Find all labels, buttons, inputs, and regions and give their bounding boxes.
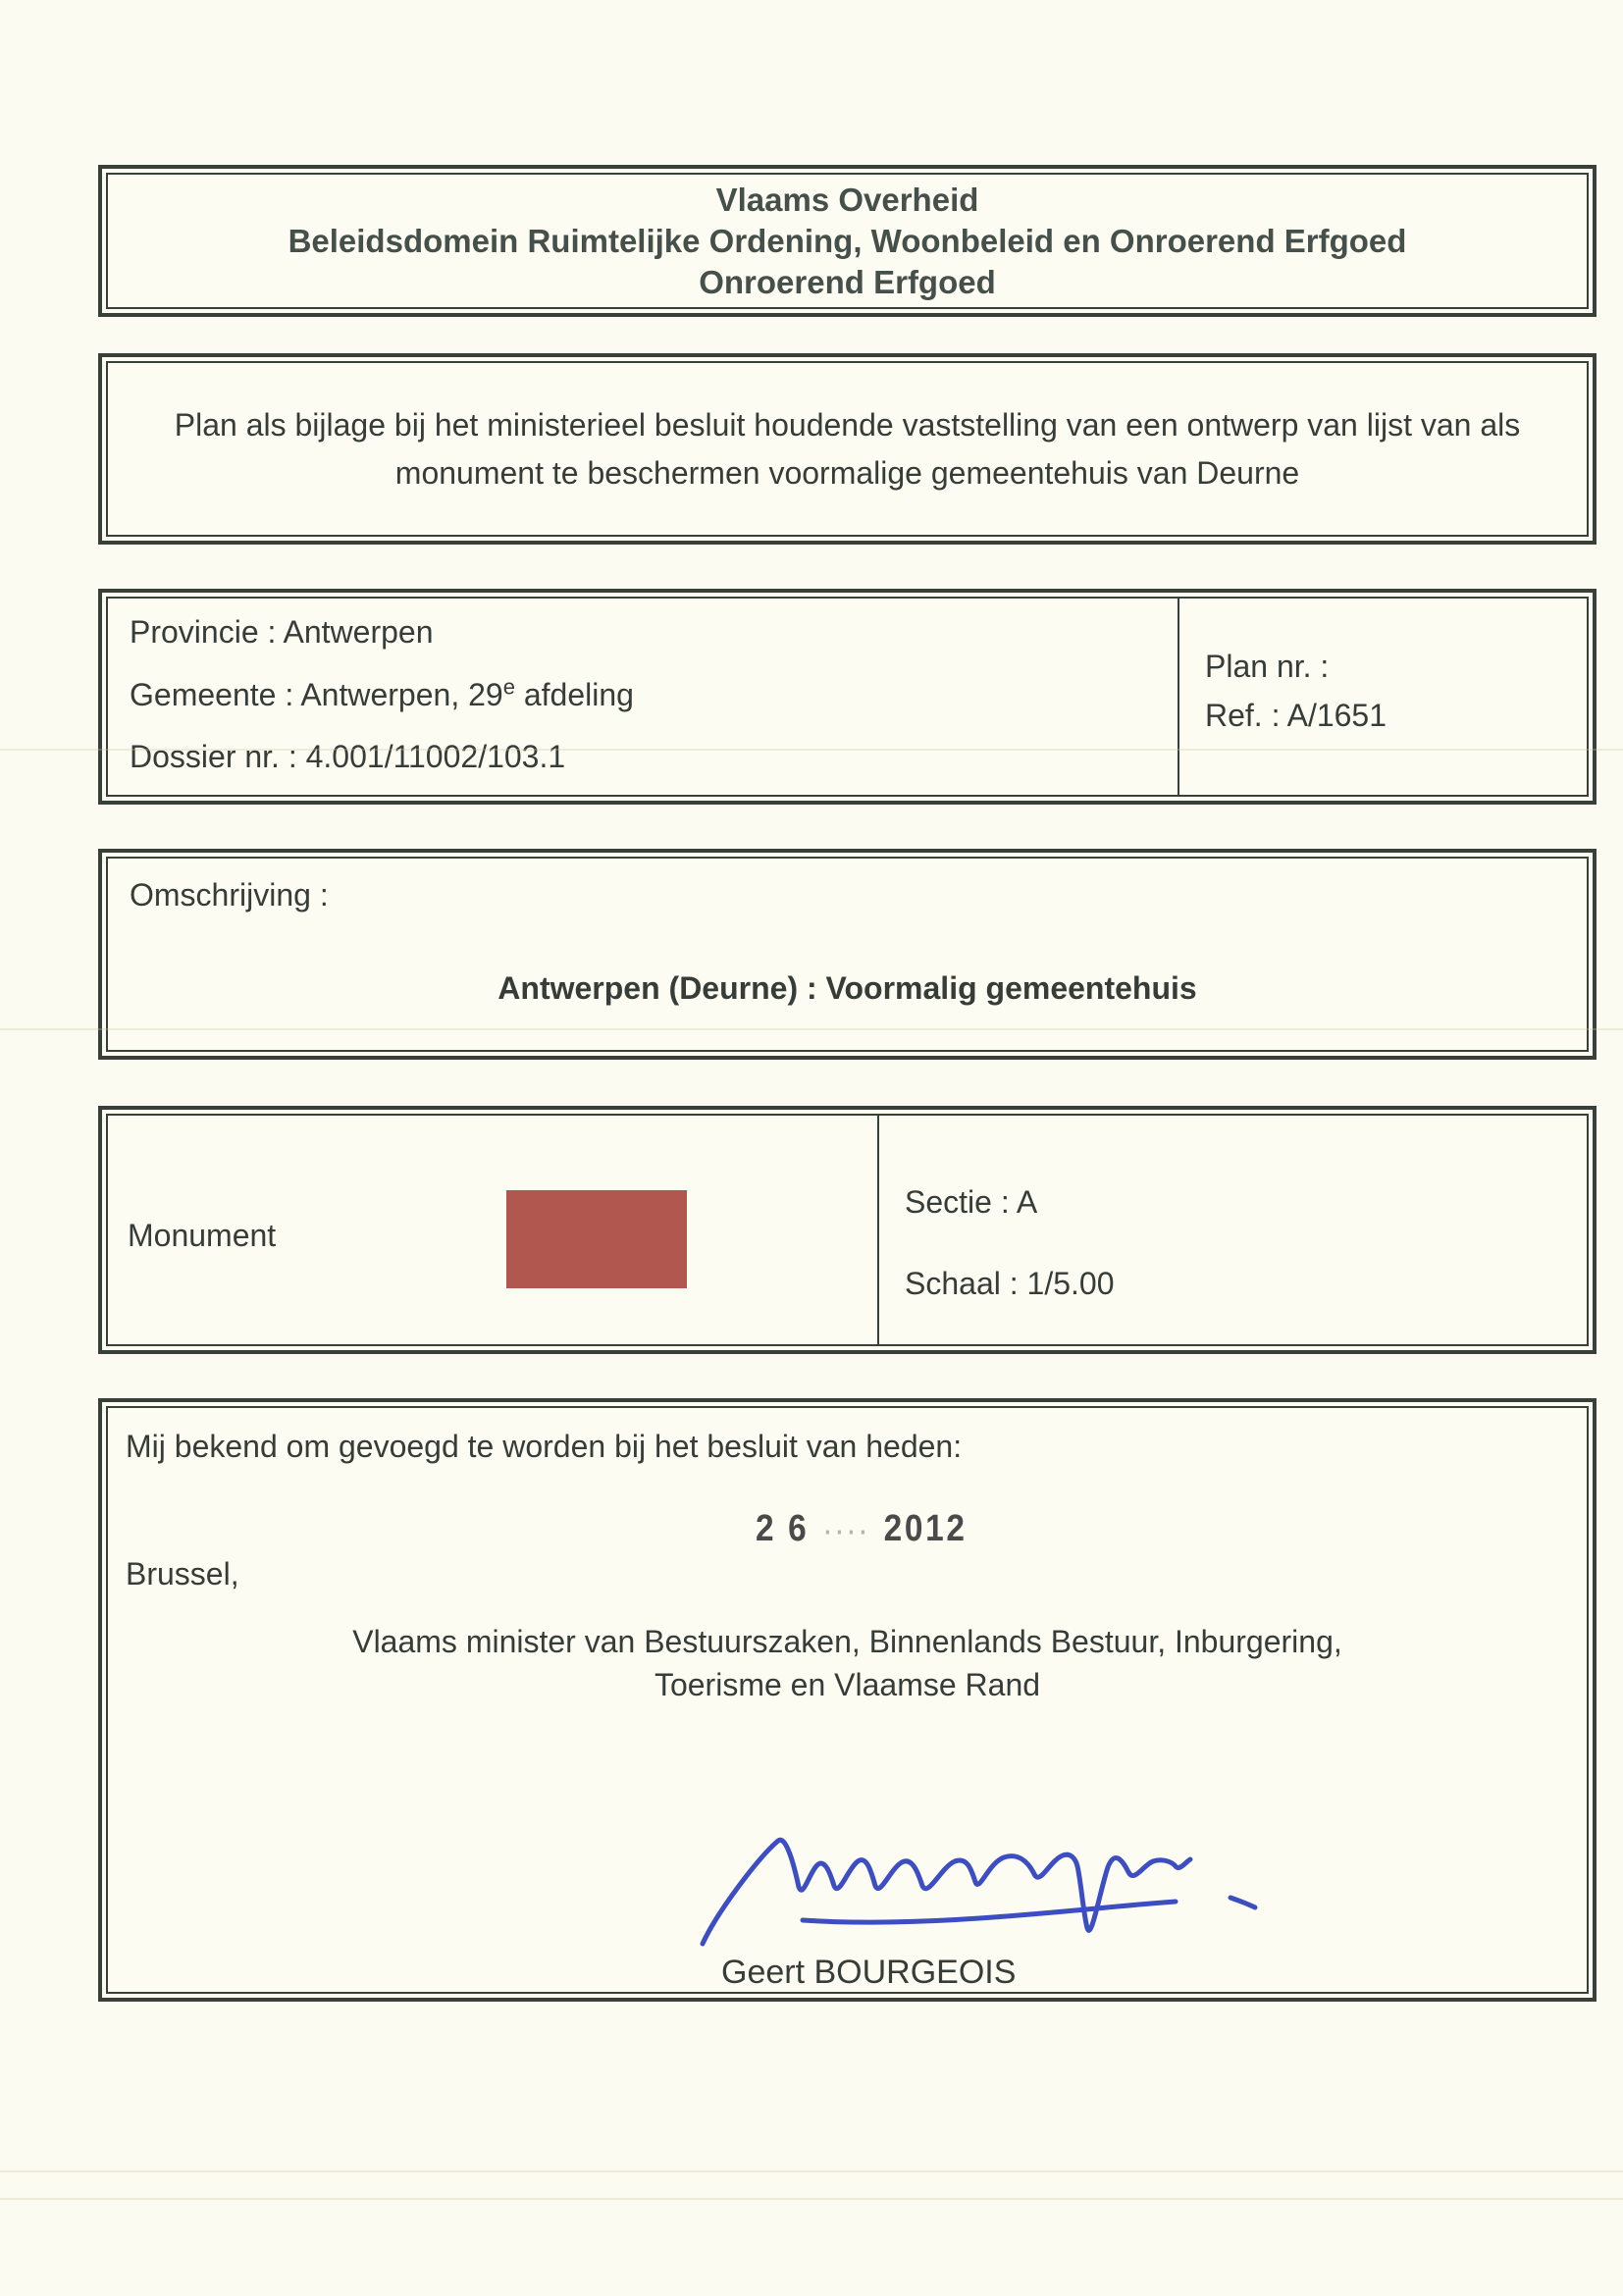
signature-dash [1230,1898,1255,1907]
signature-underline [803,1902,1176,1922]
legend-box [98,1106,1597,1354]
minister-title-line1: Vlaams minister van Bestuurszaken, Binnenlands Bestuur, Inburgering, [352,1624,1342,1659]
gemeente-suffix: afdeling [514,676,634,712]
handwritten-signature [638,1799,1266,1956]
description-label: Omschrijving : [130,877,329,913]
stamp-year: 2012 [883,1508,968,1549]
signature-box [98,1398,1597,2002]
legend-left-cell [108,1116,879,1344]
dossier-line: Dossier nr. : 4.001/11002/103.1 [130,739,566,774]
gemeente-superscript: e [502,673,515,699]
ref-line: Ref. : A/1651 [1205,698,1387,733]
agency-name: Onroerend Erfgoed [699,263,996,300]
scan-artifact-line [0,749,1623,751]
sectie-line: Sectie : A [905,1184,1038,1220]
plan-title-text: Plan als bijlage bij het ministerieel besluit houdende vaststelling van een ontwerp van lijst van als monument te beschermen voormalige gemeentehuis van Deurne [174,406,1521,491]
legend-right-cell [879,1116,1587,1344]
minister-title-line2: Toerisme en Vlaamse Rand [654,1667,1041,1702]
schaal-line: Schaal : 1/5.00 [905,1266,1115,1301]
letterhead-content [106,173,1589,309]
admin-info-left-cell [108,599,1179,795]
provincie-line: Provincie : Antwerpen [130,614,434,650]
scan-artifact-line [0,2198,1623,2200]
scan-artifact-line [0,1028,1623,1030]
date-stamp [756,1508,968,1550]
admin-info-right-cell [1179,599,1587,795]
admin-info-box [98,589,1597,805]
signer-name: Geert BOURGEOIS [721,1954,1017,1991]
policy-domain: Beleidsdomein Ruimtelijke Ordening, Woonbeleid en Onroerend Erfgoed [288,222,1407,259]
scan-artifact-line [0,2170,1623,2172]
letterhead-box [98,165,1597,317]
city-line: Brussel, [126,1556,239,1592]
gemeente-line [130,673,1178,713]
monument-color-swatch [506,1190,687,1288]
plan-title-box [98,353,1597,545]
monument-label: Monument [128,1218,277,1253]
minister-title [108,1620,1587,1706]
gemeente-text: Gemeente : Antwerpen, 29 [130,676,503,712]
signature-stroke [703,1840,1190,1944]
description-value: Antwerpen (Deurne) : Voormalig gemeentehuis [497,970,1197,1006]
plan-nr-line: Plan nr. : [1205,649,1330,684]
known-statement: Mij bekend om gevoegd te worden bij het besluit van heden: [126,1429,963,1464]
plan-title-content [106,361,1589,537]
stamp-faint-month: ···· [824,1517,872,1546]
stamp-day: 2 6 [756,1508,810,1549]
org-name: Vlaams Overheid [715,181,979,218]
